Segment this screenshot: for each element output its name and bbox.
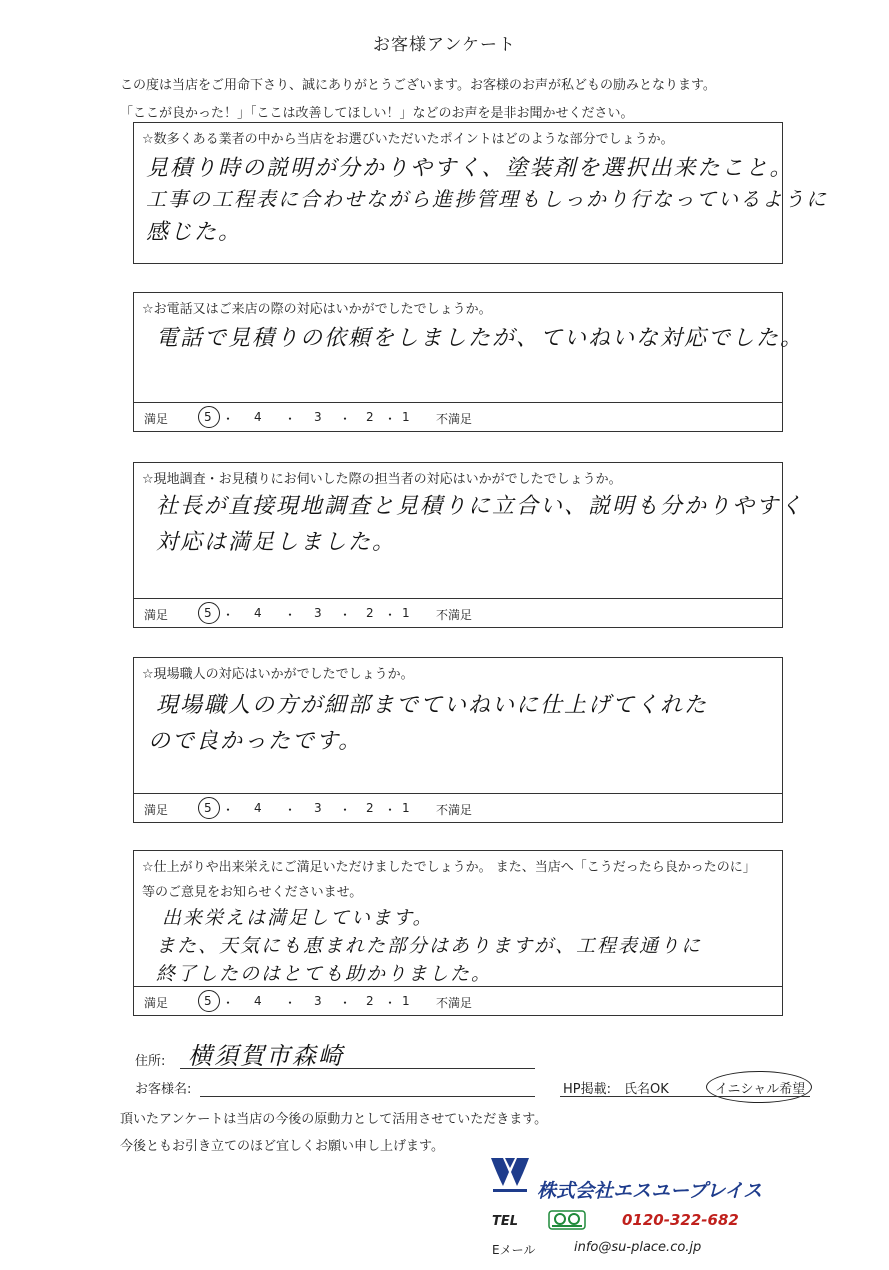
intro-line-2: 「ここが良かった！」「ここは改善してほしい！」などのお声を是非お聞かせください。 bbox=[120, 106, 634, 121]
hp-listing-underline bbox=[560, 1096, 810, 1097]
rating-point-2[interactable]: 2 bbox=[366, 994, 374, 1008]
rating-point-2[interactable]: 2 bbox=[366, 410, 374, 424]
rating-separator: ・ bbox=[222, 803, 235, 817]
question-5-prompt-2: 等のご意見をお知らせくださいませ。 bbox=[142, 885, 363, 900]
rating-point-4[interactable]: 4 bbox=[254, 801, 262, 815]
question-3-answer-line-2: 対応は満足しました。 bbox=[156, 530, 397, 555]
intro-line-1: この度は当店をご用命下さり、誠にありがとうございます。お客様のお声が私どもの励みとなります。 bbox=[120, 78, 716, 93]
question-4-answer-line-2: ので良かったです。 bbox=[148, 729, 363, 754]
company-logo-icon bbox=[489, 1154, 531, 1196]
rating-dissatisfied-label: 不満足 bbox=[436, 996, 473, 1010]
customer-name-underline bbox=[200, 1096, 535, 1097]
rating-point-4[interactable]: 4 bbox=[254, 994, 262, 1008]
hp-listing-label: HP掲載: bbox=[563, 1082, 611, 1097]
closing-line-2: 今後ともお引き立てのほど宜しくお願い申し上げます。 bbox=[120, 1139, 444, 1154]
rating-point-1[interactable]: 1 bbox=[402, 410, 410, 424]
rating-separator: ・ bbox=[384, 803, 397, 817]
rating-point-3[interactable]: 3 bbox=[314, 410, 322, 424]
rating-separator: ・ bbox=[222, 608, 235, 622]
tel-label: TEL bbox=[492, 1214, 519, 1229]
rating-point-2[interactable]: 2 bbox=[366, 606, 374, 620]
rating-point-5[interactable]: 5 bbox=[204, 410, 212, 424]
rating-point-4[interactable]: 4 bbox=[254, 606, 262, 620]
rating-separator: ・ bbox=[384, 996, 397, 1010]
question-1-answer-line-2: 工事の工程表に合わせながら進捗管理もしっかり行なっているように bbox=[146, 187, 828, 211]
hp-option-initial[interactable]: イニシャル希望 bbox=[715, 1082, 806, 1097]
rating-point-3[interactable]: 3 bbox=[314, 994, 322, 1008]
rating-separator: ・ bbox=[222, 996, 235, 1010]
rating-point-3[interactable]: 3 bbox=[314, 606, 322, 620]
rating-separator: ・ bbox=[339, 412, 352, 426]
question-2-rating-scale bbox=[134, 402, 782, 431]
rating-dissatisfied-label: 不満足 bbox=[436, 412, 473, 426]
rating-separator: ・ bbox=[284, 996, 297, 1010]
tel-number[interactable]: 0120-322-682 bbox=[622, 1211, 739, 1229]
question-1-prompt: ☆数多くある業者の中から当店をお選びいただいたポイントはどのような部分でしょうか。 bbox=[142, 132, 674, 147]
address-value[interactable]: 横須賀市森崎 bbox=[188, 1042, 344, 1070]
question-3-box bbox=[133, 462, 805, 628]
address-label: 住所: bbox=[135, 1054, 166, 1069]
rating-satisfied-label: 満足 bbox=[144, 996, 169, 1010]
rating-satisfied-label: 満足 bbox=[144, 412, 169, 426]
rating-separator: ・ bbox=[339, 803, 352, 817]
rating-separator: ・ bbox=[284, 608, 297, 622]
question-5-answer-line-3: 終了したのはとても助かりました。 bbox=[156, 963, 493, 985]
question-2-prompt: ☆お電話又はご来店の際の対応はいかがでしたでしょうか。 bbox=[142, 302, 492, 317]
rating-separator: ・ bbox=[339, 608, 352, 622]
question-3-answer-line-1: 社長が直接現地調査と見積りに立合い、説明も分かりやすく bbox=[156, 494, 805, 519]
rating-dissatisfied-label: 不満足 bbox=[436, 803, 473, 817]
address-underline bbox=[180, 1068, 535, 1069]
rating-point-5[interactable]: 5 bbox=[204, 801, 212, 815]
question-1-box bbox=[133, 122, 828, 264]
company-name: 株式会社エスユープレイス bbox=[537, 1180, 763, 1202]
page-title: お客様アンケート bbox=[373, 35, 516, 55]
customer-name-label: お客様名: bbox=[135, 1082, 192, 1097]
question-2-answer-line-1: 電話で見積りの依頼をしましたが、ていねいな対応でした。 bbox=[156, 326, 805, 351]
question-2-box bbox=[133, 292, 805, 432]
rating-separator: ・ bbox=[384, 412, 397, 426]
free-dial-icon bbox=[548, 1210, 586, 1230]
question-5-box bbox=[133, 850, 783, 1016]
question-4-rating-scale bbox=[134, 793, 782, 822]
rating-satisfied-label: 満足 bbox=[144, 803, 169, 817]
rating-separator: ・ bbox=[284, 803, 297, 817]
question-4-box bbox=[133, 657, 783, 823]
rating-separator: ・ bbox=[284, 412, 297, 426]
rating-point-5[interactable]: 5 bbox=[204, 606, 212, 620]
question-4-answer-line-1: 現場職人の方が細部までていねいに仕上げてくれた bbox=[156, 693, 709, 718]
email-label: Eメール bbox=[492, 1243, 536, 1257]
rating-point-3[interactable]: 3 bbox=[314, 801, 322, 815]
rating-point-4[interactable]: 4 bbox=[254, 410, 262, 424]
rating-separator: ・ bbox=[384, 608, 397, 622]
rating-point-5[interactable]: 5 bbox=[204, 994, 212, 1008]
question-5-answer-line-1: 出来栄えは満足しています。 bbox=[162, 907, 434, 929]
question-3-rating-scale bbox=[134, 598, 782, 627]
question-1-answer-line-3: 感じた。 bbox=[146, 220, 243, 245]
email-address[interactable]: info@su-place.co.jp bbox=[574, 1240, 702, 1255]
question-1-answer-line-1: 見積り時の説明が分かりやすく、塗装剤を選択出来たこと。 bbox=[146, 156, 794, 181]
question-3-prompt: ☆現地調査・お見積りにお伺いした際の担当者の対応はいかがでしたでしょうか。 bbox=[142, 472, 622, 487]
rating-point-1[interactable]: 1 bbox=[402, 994, 410, 1008]
rating-point-1[interactable]: 1 bbox=[402, 606, 410, 620]
question-5-rating-scale bbox=[134, 986, 782, 1015]
rating-point-1[interactable]: 1 bbox=[402, 801, 410, 815]
closing-line-1: 頂いたアンケートは当店の今後の原動力として活用させていただきます。 bbox=[120, 1112, 548, 1127]
hp-option-full-name[interactable]: 氏名OK bbox=[624, 1082, 669, 1097]
rating-separator: ・ bbox=[222, 412, 235, 426]
rating-point-2[interactable]: 2 bbox=[366, 801, 374, 815]
rating-dissatisfied-label: 不満足 bbox=[436, 608, 473, 622]
question-5-answer-line-2: また、天気にも恵まれた部分はありますが、工程表通りに bbox=[156, 935, 703, 957]
rating-separator: ・ bbox=[339, 996, 352, 1010]
question-4-prompt: ☆現場職人の対応はいかがでしたでしょうか。 bbox=[142, 667, 414, 682]
question-5-prompt: ☆仕上がりや出来栄えにご満足いただけましたでしょうか。 また、当店へ「こうだったら良かったのに」 bbox=[142, 860, 756, 875]
rating-satisfied-label: 満足 bbox=[144, 608, 169, 622]
